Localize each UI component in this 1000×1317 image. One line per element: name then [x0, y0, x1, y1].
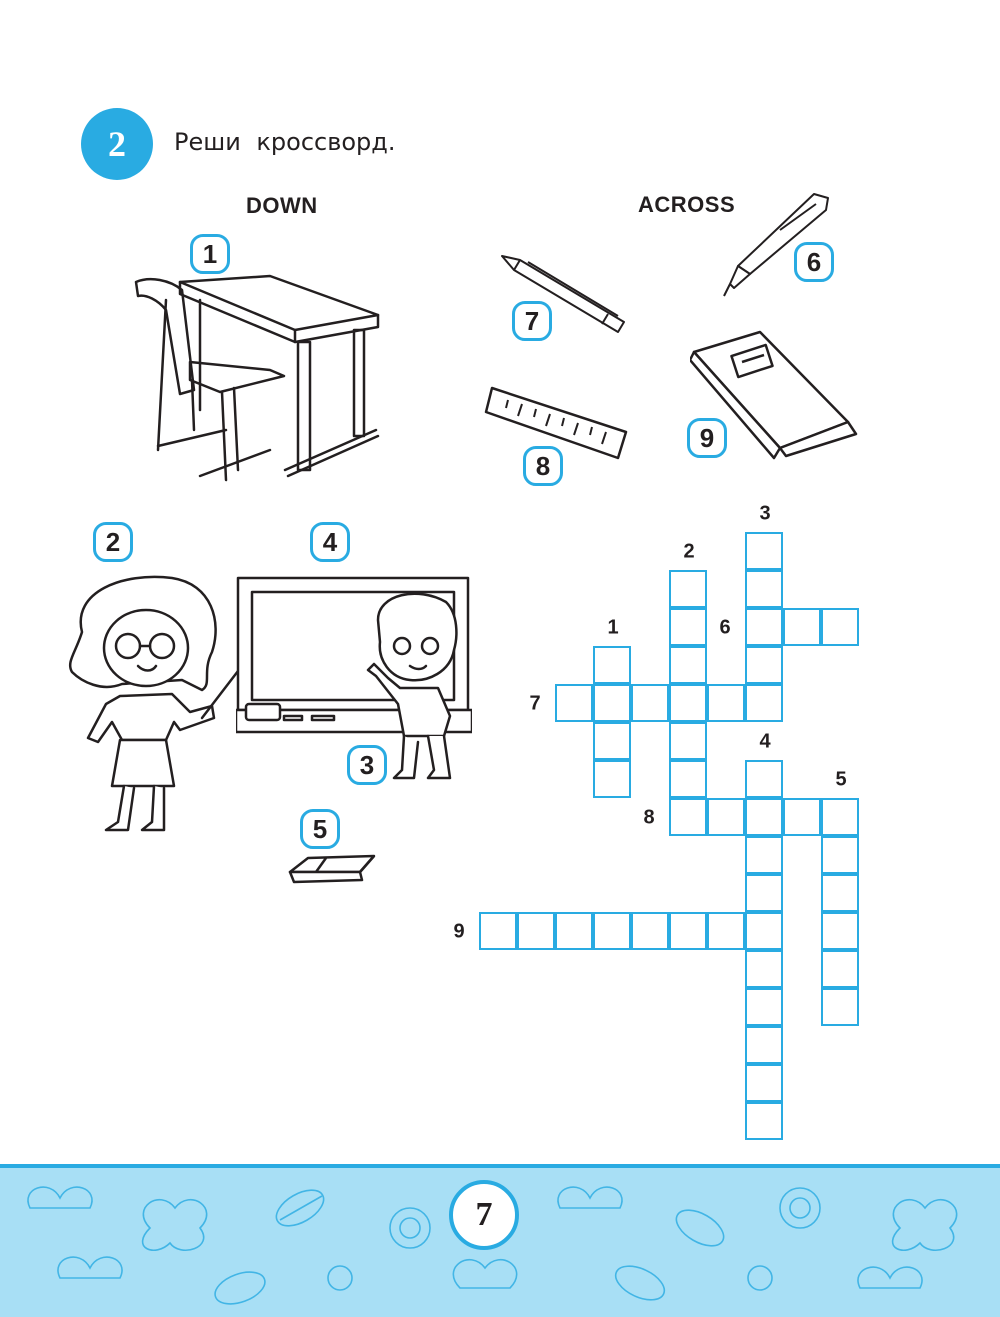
crossword-cell[interactable]: [593, 760, 631, 798]
crossword-cell[interactable]: [555, 684, 593, 722]
desk-chair-icon: [130, 270, 380, 490]
crossword-cell[interactable]: [821, 950, 859, 988]
crossword-cell[interactable]: [745, 988, 783, 1026]
crossword-cell[interactable]: [745, 836, 783, 874]
crossword-cell[interactable]: [669, 760, 707, 798]
crossword-cell[interactable]: [631, 912, 669, 950]
teacher-icon: [62, 572, 252, 840]
crossword-cell[interactable]: [707, 798, 745, 836]
crossword-cell[interactable]: [745, 646, 783, 684]
clue-number-3: 3: [759, 502, 771, 525]
page-number: 7: [449, 1180, 519, 1250]
clue-number-6: 6: [719, 616, 731, 639]
picture-label-1: 1: [190, 234, 230, 274]
eraser-icon: [286, 852, 378, 884]
picture-label-5: 5: [300, 809, 340, 849]
crossword-cell[interactable]: [821, 874, 859, 912]
task-instruction: Реши кроссворд.: [174, 128, 396, 156]
crossword-cell[interactable]: [821, 912, 859, 950]
picture-label-4: 4: [310, 522, 350, 562]
crossword-cell[interactable]: [745, 684, 783, 722]
crossword-cell[interactable]: [745, 1102, 783, 1140]
crossword-cell[interactable]: [783, 608, 821, 646]
picture-label-6: 6: [794, 242, 834, 282]
crossword-cell[interactable]: [707, 912, 745, 950]
task-number-badge: 2: [81, 108, 153, 180]
crossword-cell[interactable]: [745, 608, 783, 646]
crossword-cell[interactable]: [555, 912, 593, 950]
crossword-cell[interactable]: [745, 950, 783, 988]
down-heading: DOWN: [246, 193, 318, 218]
crossword-cell[interactable]: [783, 798, 821, 836]
crossword-cell[interactable]: [821, 608, 859, 646]
crossword-cell[interactable]: [745, 874, 783, 912]
clue-number-9: 9: [453, 920, 465, 943]
across-heading: ACROSS: [638, 192, 736, 217]
clue-number-8: 8: [643, 806, 655, 829]
crossword-cell[interactable]: [669, 570, 707, 608]
clue-number-5: 5: [835, 768, 847, 791]
clue-number-1: 1: [607, 616, 619, 639]
crossword-cell[interactable]: [669, 912, 707, 950]
clue-number-2: 2: [683, 540, 695, 563]
crossword-cell[interactable]: [745, 760, 783, 798]
clue-number-7: 7: [529, 692, 541, 715]
crossword-cell[interactable]: [745, 912, 783, 950]
picture-label-9: 9: [687, 418, 727, 458]
crossword-cell[interactable]: [745, 532, 783, 570]
crossword-cell[interactable]: [669, 646, 707, 684]
crossword-cell[interactable]: [821, 988, 859, 1026]
picture-label-2: 2: [93, 522, 133, 562]
crossword-cell[interactable]: [821, 798, 859, 836]
crossword-cell[interactable]: [669, 608, 707, 646]
crossword-cell[interactable]: [821, 836, 859, 874]
crossword-cell[interactable]: [593, 646, 631, 684]
crossword-cell[interactable]: [707, 684, 745, 722]
crossword-cell[interactable]: [669, 798, 707, 836]
picture-label-3: 3: [347, 745, 387, 785]
crossword-cell[interactable]: [745, 570, 783, 608]
crossword-cell[interactable]: [745, 1064, 783, 1102]
crossword-cell[interactable]: [593, 722, 631, 760]
crossword-cell[interactable]: [631, 684, 669, 722]
picture-label-7: 7: [512, 301, 552, 341]
crossword-cell[interactable]: [745, 1026, 783, 1064]
crossword-cell[interactable]: [479, 912, 517, 950]
clue-number-4: 4: [759, 730, 771, 753]
crossword-cell[interactable]: [593, 684, 631, 722]
crossword-cell[interactable]: [669, 722, 707, 760]
crossword-cell[interactable]: [669, 684, 707, 722]
picture-label-8: 8: [523, 446, 563, 486]
crossword-cell[interactable]: [745, 798, 783, 836]
crossword-cell[interactable]: [593, 912, 631, 950]
crossword-cell[interactable]: [517, 912, 555, 950]
